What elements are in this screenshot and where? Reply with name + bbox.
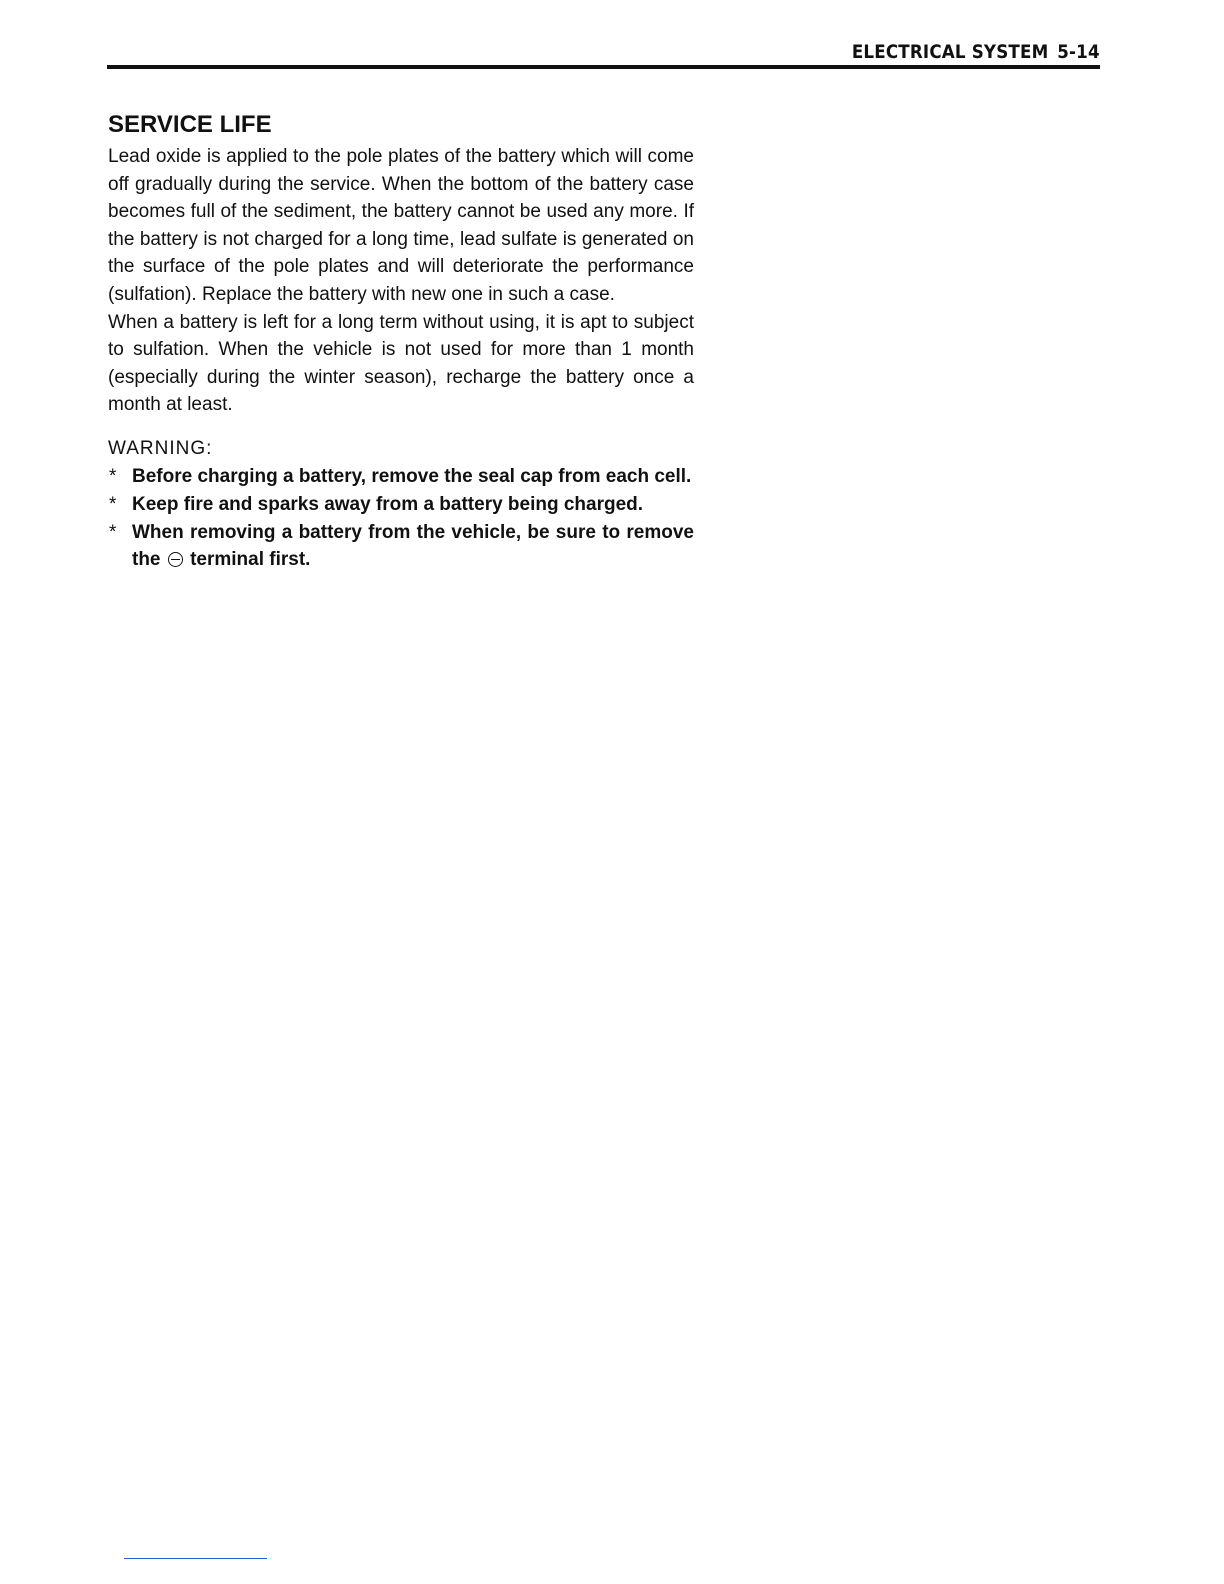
negative-terminal-icon [168,552,183,567]
header-section-title: ELECTRICAL SYSTEM [852,41,1049,63]
service-life-paragraph-2: When a battery is left for a long term without using, it is apt to subject to sulfation. When the vehicle is not used for more than 1 month (especially during the winter season), recharge the battery once a month at least. [108,311,694,416]
warning-label: WARNING: [108,437,213,459]
warning-item-text-start: When removing a battery from the vehicle, be sure to remove the [132,521,694,571]
warning-item [108,519,694,575]
warning-list [108,463,694,574]
service-life-paragraph-1: Lead oxide is applied to the pole plates of the battery which will come off gradually during the service. When the bottom of the battery case becomes full of the sediment, the battery cannot be used any more. If the battery is not charged for a long time, lead sulfate is generated on the surface of the pole plates and will deteriorate the performance (sulfation). Replace the battery with new one in such a case. [108,146,694,305]
warning-item [108,491,694,519]
page-header [107,38,1100,70]
header-text [852,41,1100,63]
warning-item-text-end: terminal first. [190,549,311,571]
warning-item-text: Keep fire and sparks away from a battery being charged. [132,493,644,515]
page-number: 5-14 [1057,41,1100,63]
bullet-asterisk: * [109,465,117,487]
section-title: SERVICE LIFE [108,111,272,138]
page-content [108,110,694,574]
warning-item-text: Before charging a battery, remove the seal cap from each cell. [132,465,692,487]
footer-rule [124,1558,267,1559]
warning-item [108,463,694,491]
header-rule [107,65,1100,69]
bullet-asterisk: * [109,493,117,515]
bullet-asterisk: * [109,521,117,543]
